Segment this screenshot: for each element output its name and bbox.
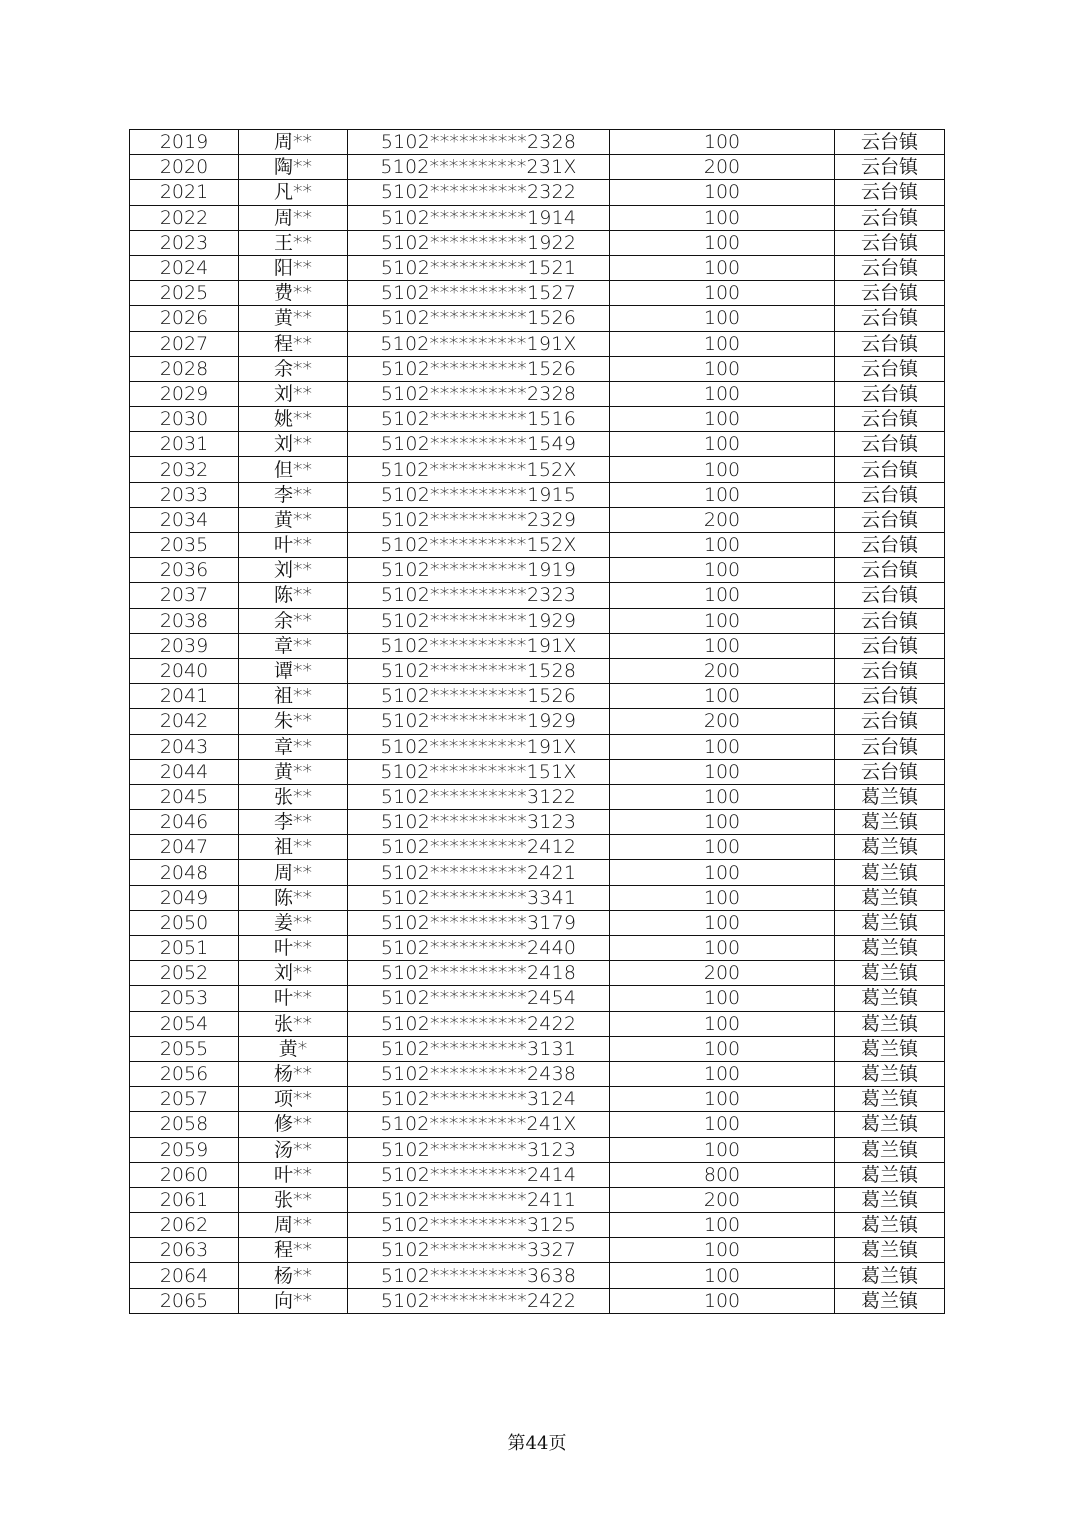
id-number-cell: 5102**********1549 [348,432,610,457]
town-cell: 葛兰镇 [835,1213,945,1238]
amount-cell: 100 [610,381,835,406]
table-row [130,407,945,432]
table-row [130,1187,945,1212]
id-number-cell: 5102**********2323 [348,583,610,608]
row-number-cell: 2025 [130,281,239,306]
table-row [130,1011,945,1036]
name-cell: 向** [239,1288,348,1313]
table-row [130,281,945,306]
row-number-cell: 2028 [130,356,239,381]
amount-cell: 100 [610,734,835,759]
name-cell: 周** [239,860,348,885]
id-number-cell: 5102**********1526 [348,356,610,381]
name-cell: 周** [239,130,348,155]
amount-cell: 100 [610,180,835,205]
town-cell: 葛兰镇 [835,1112,945,1137]
id-number-cell: 5102**********2422 [348,1288,610,1313]
table-row [130,306,945,331]
id-number-cell: 5102**********3123 [348,1137,610,1162]
name-cell: 姜** [239,910,348,935]
row-number-cell: 2040 [130,658,239,683]
id-number-cell: 5102**********1526 [348,306,610,331]
amount-cell: 100 [610,407,835,432]
town-cell: 葛兰镇 [835,835,945,860]
row-number-cell: 2024 [130,255,239,280]
table-row [130,457,945,482]
town-cell: 云台镇 [835,155,945,180]
town-cell: 云台镇 [835,130,945,155]
table-row [130,936,945,961]
amount-cell: 100 [610,684,835,709]
row-number-cell: 2027 [130,331,239,356]
row-number-cell: 2059 [130,1137,239,1162]
amount-cell: 100 [610,1213,835,1238]
table-row [130,1162,945,1187]
amount-cell: 100 [610,205,835,230]
amount-cell: 100 [610,835,835,860]
name-cell: 叶** [239,986,348,1011]
row-number-cell: 2029 [130,381,239,406]
name-cell: 李** [239,810,348,835]
row-number-cell: 2053 [130,986,239,1011]
name-cell: 黄** [239,306,348,331]
name-cell: 章** [239,633,348,658]
id-number-cell: 5102**********2418 [348,961,610,986]
name-cell: 余** [239,608,348,633]
name-cell: 朱** [239,709,348,734]
data-table [129,129,944,1314]
amount-cell: 100 [610,255,835,280]
table-row [130,583,945,608]
row-number-cell: 2063 [130,1238,239,1263]
amount-cell: 800 [610,1162,835,1187]
name-cell: 阳** [239,255,348,280]
row-number-cell: 2038 [130,608,239,633]
town-cell: 葛兰镇 [835,1162,945,1187]
town-cell: 葛兰镇 [835,910,945,935]
row-number-cell: 2046 [130,810,239,835]
amount-cell: 100 [610,633,835,658]
town-cell: 葛兰镇 [835,860,945,885]
row-number-cell: 2033 [130,482,239,507]
town-cell: 葛兰镇 [835,1137,945,1162]
amount-cell: 100 [610,533,835,558]
amount-cell: 100 [610,1036,835,1061]
row-number-cell: 2036 [130,558,239,583]
row-number-cell: 2058 [130,1112,239,1137]
table-row [130,961,945,986]
id-number-cell: 5102**********191X [348,331,610,356]
table-row [130,1112,945,1137]
town-cell: 葛兰镇 [835,1187,945,1212]
row-number-cell: 2020 [130,155,239,180]
row-number-cell: 2057 [130,1087,239,1112]
name-cell: 刘** [239,558,348,583]
town-cell: 葛兰镇 [835,1061,945,1086]
table-row [130,507,945,532]
amount-cell: 100 [610,583,835,608]
amount-cell: 100 [610,986,835,1011]
amount-cell: 100 [610,482,835,507]
amount-cell: 100 [610,1288,835,1313]
row-number-cell: 2060 [130,1162,239,1187]
row-number-cell: 2034 [130,507,239,532]
town-cell: 葛兰镇 [835,1238,945,1263]
id-number-cell: 5102**********2411 [348,1187,610,1212]
name-cell: 姚** [239,407,348,432]
id-number-cell: 5102**********2454 [348,986,610,1011]
id-number-cell: 5102**********3125 [348,1213,610,1238]
name-cell: 黄** [239,507,348,532]
table-row [130,784,945,809]
table-row [130,230,945,255]
id-number-cell: 5102**********1929 [348,709,610,734]
town-cell: 云台镇 [835,558,945,583]
town-cell: 葛兰镇 [835,1263,945,1288]
town-cell: 葛兰镇 [835,810,945,835]
amount-cell: 100 [610,130,835,155]
name-cell: 刘** [239,432,348,457]
row-number-cell: 2042 [130,709,239,734]
table-row [130,255,945,280]
id-number-cell: 5102**********2329 [348,507,610,532]
name-cell: 陈** [239,583,348,608]
amount-cell: 200 [610,961,835,986]
amount-cell: 200 [610,1187,835,1212]
amount-cell: 100 [610,306,835,331]
id-number-cell: 5102**********2322 [348,180,610,205]
row-number-cell: 2032 [130,457,239,482]
amount-cell: 100 [610,281,835,306]
table-row [130,810,945,835]
town-cell: 云台镇 [835,658,945,683]
amount-cell: 100 [610,558,835,583]
table-row [130,684,945,709]
row-number-cell: 2043 [130,734,239,759]
amount-cell: 200 [610,507,835,532]
town-cell: 云台镇 [835,180,945,205]
amount-cell: 100 [610,1112,835,1137]
table-row [130,533,945,558]
table-row [130,1288,945,1313]
id-number-cell: 5102**********2328 [348,130,610,155]
table-row [130,759,945,784]
table-row [130,432,945,457]
town-cell: 云台镇 [835,507,945,532]
name-cell: 周** [239,205,348,230]
id-number-cell: 5102**********151X [348,759,610,784]
row-number-cell: 2037 [130,583,239,608]
row-number-cell: 2064 [130,1263,239,1288]
id-number-cell: 5102**********2421 [348,860,610,885]
name-cell: 刘** [239,381,348,406]
town-cell: 葛兰镇 [835,1288,945,1313]
row-number-cell: 2065 [130,1288,239,1313]
town-cell: 云台镇 [835,356,945,381]
name-cell: 陶** [239,155,348,180]
id-number-cell: 5102**********3179 [348,910,610,935]
row-number-cell: 2030 [130,407,239,432]
town-cell: 云台镇 [835,407,945,432]
town-cell: 云台镇 [835,734,945,759]
town-cell: 云台镇 [835,533,945,558]
town-cell: 云台镇 [835,230,945,255]
town-cell: 云台镇 [835,381,945,406]
id-number-cell: 5102**********191X [348,633,610,658]
id-number-cell: 5102**********1527 [348,281,610,306]
table-row [130,986,945,1011]
id-number-cell: 5102**********2440 [348,936,610,961]
id-number-cell: 5102**********231X [348,155,610,180]
row-number-cell: 2050 [130,910,239,935]
row-number-cell: 2045 [130,784,239,809]
row-number-cell: 2019 [130,130,239,155]
amount-cell: 100 [610,457,835,482]
town-cell: 云台镇 [835,608,945,633]
name-cell: 章** [239,734,348,759]
amount-cell: 100 [610,356,835,381]
table-row [130,1087,945,1112]
row-number-cell: 2061 [130,1187,239,1212]
row-number-cell: 2047 [130,835,239,860]
town-cell: 云台镇 [835,583,945,608]
amount-cell: 100 [610,432,835,457]
town-cell: 葛兰镇 [835,885,945,910]
table-body [130,130,945,1314]
row-number-cell: 2039 [130,633,239,658]
row-number-cell: 2054 [130,1011,239,1036]
id-number-cell: 5102**********3327 [348,1238,610,1263]
name-cell: 项** [239,1087,348,1112]
town-cell: 云台镇 [835,759,945,784]
name-cell: 修** [239,1112,348,1137]
id-number-cell: 5102**********3124 [348,1087,610,1112]
town-cell: 葛兰镇 [835,986,945,1011]
id-number-cell: 5102**********3123 [348,810,610,835]
amount-cell: 100 [610,885,835,910]
row-number-cell: 2035 [130,533,239,558]
id-number-cell: 5102**********1521 [348,255,610,280]
table-row [130,381,945,406]
row-number-cell: 2049 [130,885,239,910]
table-row [130,205,945,230]
name-cell: 陈** [239,885,348,910]
name-cell: 祖** [239,684,348,709]
town-cell: 云台镇 [835,457,945,482]
id-number-cell: 5102**********2414 [348,1162,610,1187]
table-row [130,558,945,583]
name-cell: 汤** [239,1137,348,1162]
table-row [130,1061,945,1086]
table-row [130,860,945,885]
row-number-cell: 2056 [130,1061,239,1086]
amount-cell: 100 [610,1263,835,1288]
amount-cell: 100 [610,860,835,885]
name-cell: 叶** [239,1162,348,1187]
row-number-cell: 2051 [130,936,239,961]
amount-cell: 100 [610,1087,835,1112]
amount-cell: 100 [610,810,835,835]
amount-cell: 100 [610,910,835,935]
row-number-cell: 2026 [130,306,239,331]
amount-cell: 200 [610,709,835,734]
name-cell: 叶** [239,533,348,558]
town-cell: 云台镇 [835,281,945,306]
name-cell: 黄** [239,759,348,784]
name-cell: 刘** [239,961,348,986]
amount-cell: 200 [610,658,835,683]
id-number-cell: 5102**********3638 [348,1263,610,1288]
row-number-cell: 2062 [130,1213,239,1238]
town-cell: 云台镇 [835,205,945,230]
id-number-cell: 5102**********1915 [348,482,610,507]
row-number-cell: 2031 [130,432,239,457]
table-row [130,1213,945,1238]
name-cell: 杨** [239,1061,348,1086]
town-cell: 云台镇 [835,684,945,709]
table-row [130,709,945,734]
table-row [130,910,945,935]
id-number-cell: 5102**********1526 [348,684,610,709]
table-row [130,608,945,633]
name-cell: 谭** [239,658,348,683]
table-row [130,130,945,155]
town-cell: 葛兰镇 [835,1087,945,1112]
row-number-cell: 2041 [130,684,239,709]
name-cell: 祖** [239,835,348,860]
id-number-cell: 5102**********2438 [348,1061,610,1086]
town-cell: 葛兰镇 [835,936,945,961]
name-cell: 余** [239,356,348,381]
row-number-cell: 2023 [130,230,239,255]
town-cell: 葛兰镇 [835,1036,945,1061]
id-number-cell: 5102**********1919 [348,558,610,583]
table-row [130,155,945,180]
id-number-cell: 5102**********2328 [348,381,610,406]
table-row [130,835,945,860]
page-number: 第44页 [507,1433,567,1454]
id-number-cell: 5102**********191X [348,734,610,759]
amount-cell: 100 [610,1011,835,1036]
row-number-cell: 2022 [130,205,239,230]
name-cell: 黄* [239,1036,348,1061]
amount-cell: 100 [610,784,835,809]
row-number-cell: 2052 [130,961,239,986]
name-cell: 叶** [239,936,348,961]
name-cell: 但** [239,457,348,482]
amount-cell: 100 [610,608,835,633]
name-cell: 张** [239,1187,348,1212]
name-cell: 李** [239,482,348,507]
id-number-cell: 5102**********152X [348,533,610,558]
id-number-cell: 5102**********241X [348,1112,610,1137]
id-number-cell: 5102**********1929 [348,608,610,633]
row-number-cell: 2044 [130,759,239,784]
town-cell: 云台镇 [835,331,945,356]
town-cell: 云台镇 [835,633,945,658]
amount-cell: 100 [610,230,835,255]
row-number-cell: 2021 [130,180,239,205]
name-cell: 王** [239,230,348,255]
id-number-cell: 5102**********3131 [348,1036,610,1061]
town-cell: 葛兰镇 [835,1011,945,1036]
town-cell: 云台镇 [835,306,945,331]
table-row [130,180,945,205]
table-row [130,1137,945,1162]
town-cell: 云台镇 [835,255,945,280]
name-cell: 程** [239,331,348,356]
id-number-cell: 5102**********3122 [348,784,610,809]
amount-cell: 100 [610,936,835,961]
town-cell: 葛兰镇 [835,784,945,809]
table-row [130,482,945,507]
id-number-cell: 5102**********152X [348,457,610,482]
table-row [130,1036,945,1061]
town-cell: 云台镇 [835,432,945,457]
amount-cell: 100 [610,1238,835,1263]
town-cell: 葛兰镇 [835,961,945,986]
town-cell: 云台镇 [835,709,945,734]
name-cell: 程** [239,1238,348,1263]
name-cell: 杨** [239,1263,348,1288]
table-row [130,658,945,683]
table-row [130,1238,945,1263]
name-cell: 费** [239,281,348,306]
table-row [130,885,945,910]
id-number-cell: 5102**********2412 [348,835,610,860]
table-row [130,633,945,658]
table-row [130,331,945,356]
id-number-cell: 5102**********2422 [348,1011,610,1036]
id-number-cell: 5102**********1922 [348,230,610,255]
amount-cell: 100 [610,331,835,356]
row-number-cell: 2055 [130,1036,239,1061]
table-row [130,1263,945,1288]
name-cell: 周** [239,1213,348,1238]
name-cell: 凡** [239,180,348,205]
amount-cell: 100 [610,759,835,784]
id-number-cell: 5102**********1914 [348,205,610,230]
amount-cell: 200 [610,155,835,180]
amount-cell: 100 [610,1137,835,1162]
id-number-cell: 5102**********1516 [348,407,610,432]
id-number-cell: 5102**********1528 [348,658,610,683]
table-row [130,734,945,759]
id-number-cell: 5102**********3341 [348,885,610,910]
name-cell: 张** [239,784,348,809]
amount-cell: 100 [610,1061,835,1086]
name-cell: 张** [239,1011,348,1036]
row-number-cell: 2048 [130,860,239,885]
town-cell: 云台镇 [835,482,945,507]
table-row [130,356,945,381]
